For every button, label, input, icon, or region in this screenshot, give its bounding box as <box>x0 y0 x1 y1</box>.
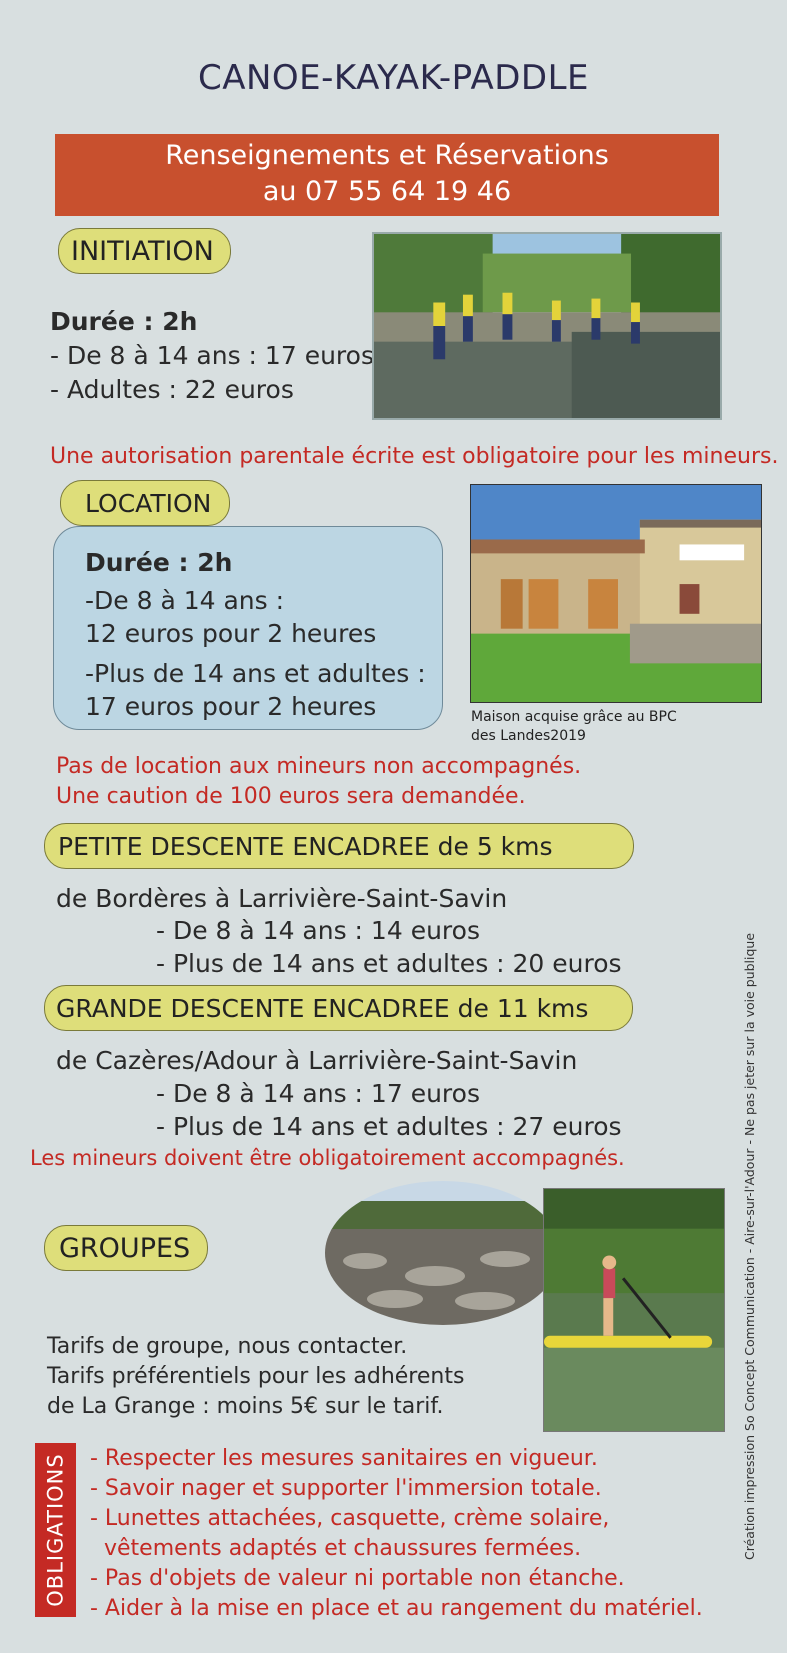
location-label <box>60 480 230 526</box>
house-photo <box>470 484 762 703</box>
grande-descente-price-kids: - De 8 à 14 ans : 17 euros <box>156 1079 480 1108</box>
obligation-item: - Aider à la mise en place et au rangement du matériel. <box>90 1596 703 1621</box>
location-note-1: Pas de location aux mineurs non accompagnés. <box>56 754 582 779</box>
obligations-tag <box>35 1443 76 1617</box>
groupes-line-1: Tarifs de groupe, nous contacter. <box>47 1334 408 1359</box>
petite-descente-label <box>44 823 634 869</box>
obligations-tag-text: OBLIGATIONS <box>43 1453 68 1607</box>
banner-line-1: Renseignements et Réservations <box>165 140 609 171</box>
petite-descente-route: de Bordères à Larrivière-Saint-Savin <box>56 884 508 913</box>
grande-descente-label-text: GRANDE DESCENTE ENCADREE de 11 kms <box>56 993 589 1023</box>
obligation-item: vêtements adaptés et chaussures fermées. <box>90 1536 582 1561</box>
location-kids-line2: 12 euros pour 2 heures <box>85 619 377 648</box>
initiation-price-kids: - De 8 à 14 ans : 17 euros <box>50 341 374 370</box>
grande-descente-route: de Cazères/Adour à Larrivière-Saint-Savin <box>56 1046 578 1075</box>
initiation-price-adults: - Adultes : 22 euros <box>50 375 294 404</box>
groupes-label-text: GROUPES <box>59 1232 191 1264</box>
petite-descente-price-adults: - Plus de 14 ans et adultes : 20 euros <box>156 949 622 978</box>
page-title: CANOE-KAYAK-PADDLE <box>197 58 590 98</box>
river-group-photo <box>372 232 722 420</box>
groupes-line-2: Tarifs préférentiels pour les adhérents <box>47 1364 465 1389</box>
grande-descente-label <box>44 985 633 1031</box>
initiation-label-text: INITIATION <box>71 235 214 267</box>
grande-descente-price-adults: - Plus de 14 ans et adultes : 27 euros <box>156 1112 622 1141</box>
banner-phone: au 07 55 64 19 46 <box>262 176 512 207</box>
location-duration: Durée : 2h <box>85 548 233 577</box>
caption-line-2: des Landes2019 <box>471 728 586 744</box>
grande-descente-note: Les mineurs doivent être obligatoirement accompagnés. <box>30 1146 625 1170</box>
location-label-text: LOCATION <box>85 488 212 518</box>
location-adults-line2: 17 euros pour 2 heures <box>85 692 377 721</box>
contact-banner <box>55 134 719 216</box>
obligation-item: - Pas d'objets de valeur ni portable non étanche. <box>90 1566 625 1591</box>
obligation-item: - Savoir nager et supporter l'immersion totale. <box>90 1476 602 1501</box>
petite-descente-price-kids: - De 8 à 14 ans : 14 euros <box>156 916 480 945</box>
location-note-2: Une caution de 100 euros sera demandée. <box>56 784 526 809</box>
print-credit: Création impression So Concept Communication - Aire-sur-l'Adour - Ne pas jeter sur la voie publique <box>742 932 757 1560</box>
obligations-list <box>90 1444 703 1624</box>
paddle-photo <box>543 1188 725 1432</box>
groupes-line-3: de La Grange : moins 5€ sur le tarif. <box>47 1394 444 1419</box>
initiation-note: Une autorisation parentale écrite est obligatoire pour les mineurs. <box>50 444 779 469</box>
location-adults-line1: -Plus de 14 ans et adultes : <box>85 659 426 688</box>
location-kids-line1: -De 8 à 14 ans : <box>85 586 285 615</box>
petite-descente-label-text: PETITE DESCENTE ENCADREE de 5 kms <box>58 831 553 861</box>
initiation-label <box>58 228 231 274</box>
groupes-label <box>44 1225 208 1271</box>
river-rocks-photo <box>325 1181 561 1325</box>
obligation-item: - Lunettes attachées, casquette, crème solaire, <box>90 1506 610 1531</box>
caption-line-1: Maison acquise grâce au BPC <box>471 709 677 725</box>
obligation-item: - Respecter les mesures sanitaires en vigueur. <box>90 1446 598 1471</box>
house-photo-caption <box>471 708 677 746</box>
initiation-duration: Durée : 2h <box>50 307 198 336</box>
